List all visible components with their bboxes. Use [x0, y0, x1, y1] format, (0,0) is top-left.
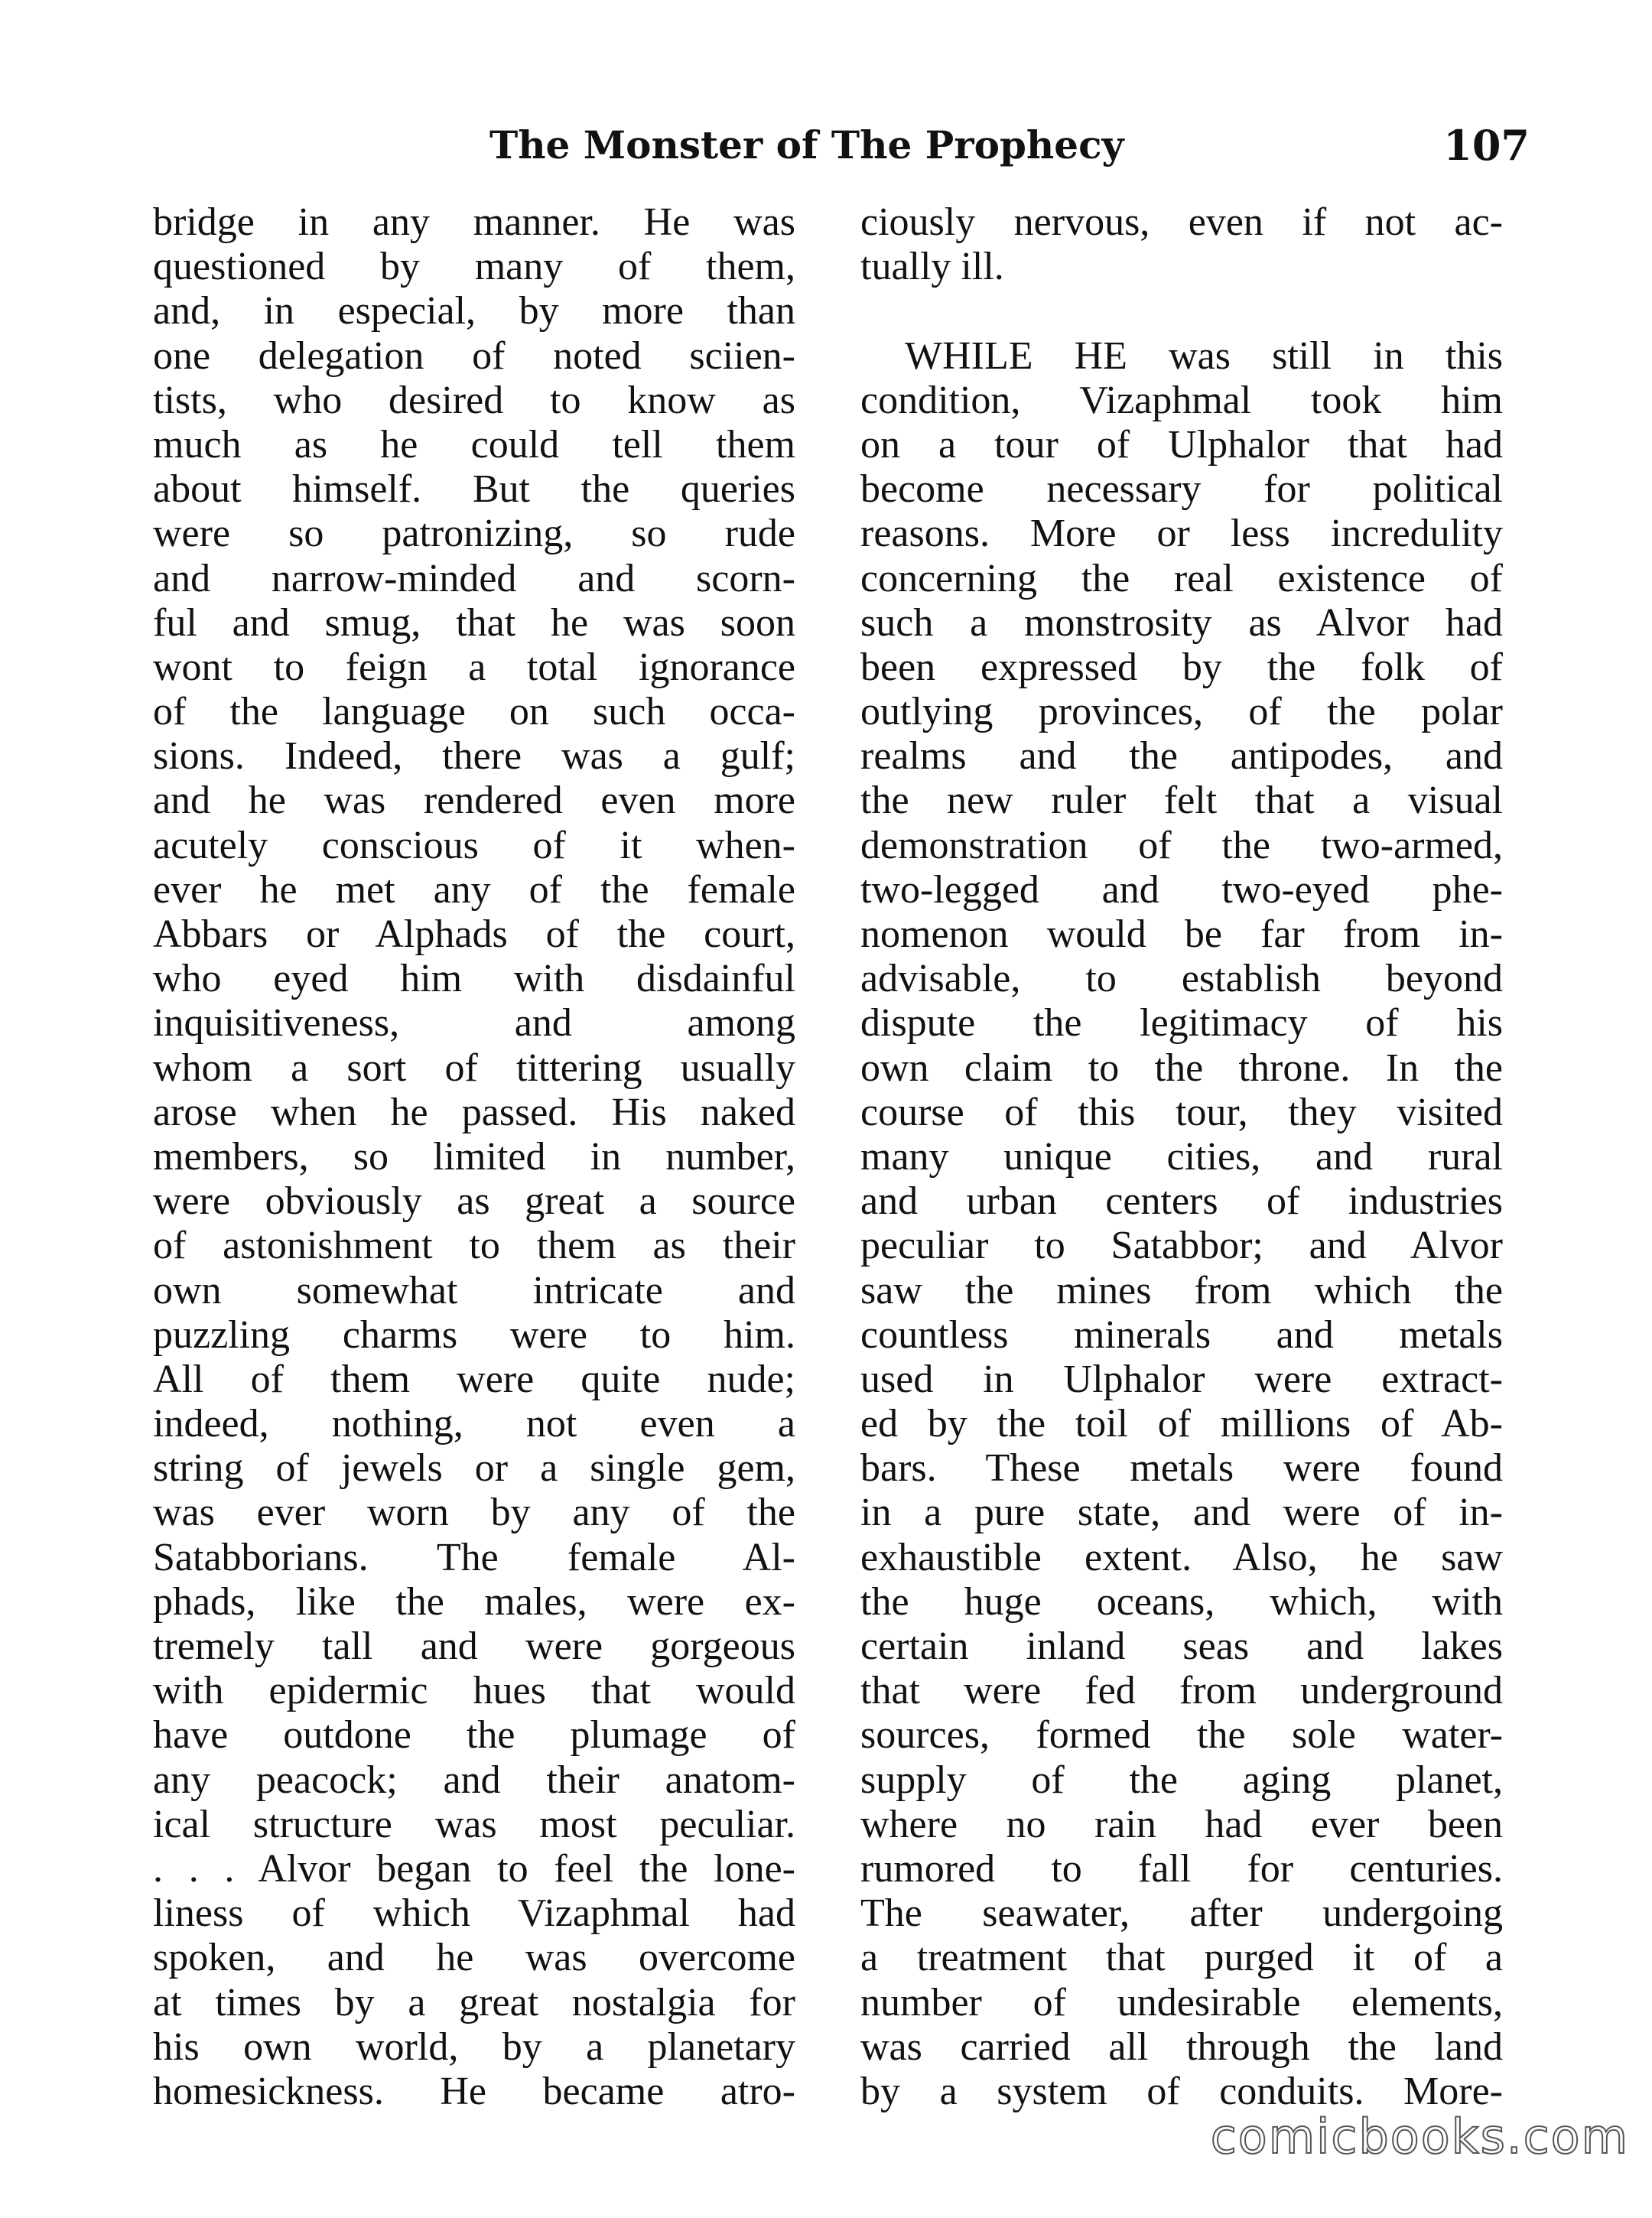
text-line: was carried all through the land	[860, 2024, 1503, 2069]
text-line: rumored to fall for centuries.	[860, 1846, 1503, 1891]
text-line: acutely conscious of it when-	[153, 823, 795, 867]
text-line: demonstration of the two-armed,	[860, 823, 1503, 867]
text-line: sions. Indeed, there was a gulf;	[153, 734, 795, 779]
text-line: ciously nervous, even if not ac-	[860, 200, 1503, 244]
text-line: were obviously as great a source	[153, 1179, 795, 1224]
text-line: countless minerals and metals	[860, 1312, 1503, 1357]
text-line: such a monstrosity as Alvor had	[860, 600, 1503, 645]
text-line: string of jewels or a single gem,	[153, 1446, 795, 1491]
text-line: The seawater, after undergoing	[860, 1891, 1503, 1936]
text-line: inquisitiveness, and among	[153, 1001, 795, 1046]
text-line: in a pure state, and were of in-	[860, 1491, 1503, 1535]
text-line: much as he could tell them	[153, 422, 795, 467]
text-line: homesickness. He became atro-	[153, 2069, 795, 2113]
text-line: concerning the real existence of	[860, 556, 1503, 600]
paragraph	[860, 334, 1503, 2115]
text-line: saw the mines from which the	[860, 1268, 1503, 1312]
text-line: and, in especial, by more than	[153, 289, 795, 333]
text-line: at times by a great nostalgia for	[153, 1980, 795, 2024]
text-line: exhaustible extent. Also, he saw	[860, 1535, 1503, 1579]
paragraph-gap	[860, 289, 1503, 333]
text-line: any peacock; and their anatom-	[153, 1758, 795, 1802]
text-line: bars. These metals were found	[860, 1446, 1503, 1491]
text-line: on a tour of Ulphalor that had	[860, 422, 1503, 467]
text-line: certain inland seas and lakes	[860, 1624, 1503, 1668]
left-text-column	[153, 200, 795, 2114]
running-header	[489, 115, 1530, 176]
text-line: with epidermic hues that would	[153, 1669, 795, 1713]
text-line: own claim to the throne. In the	[860, 1046, 1503, 1090]
text-line: phads, like the males, were ex-	[153, 1579, 795, 1624]
text-line: ed by the toil of millions of Ab-	[860, 1402, 1503, 1446]
text-line: WHILE HE was still in this	[905, 333, 1503, 378]
text-line: own somewhat intricate and	[153, 1268, 795, 1312]
text-line: a treatment that purged it of a	[860, 1936, 1503, 1980]
text-line: bridge in any manner. He was	[153, 200, 795, 244]
text-line: Abbars or Alphads of the court,	[153, 912, 795, 956]
text-line: nomenon would be far from in-	[860, 912, 1503, 956]
text-line: and urban centers of industries	[860, 1179, 1503, 1224]
text-line: about himself. But the queries	[153, 467, 795, 512]
text-line: reasons. More or less incredulity	[860, 512, 1503, 556]
text-line: condition, Vizaphmal took him	[860, 378, 1503, 422]
text-line: been expressed by the folk of	[860, 645, 1503, 689]
text-line: his own world, by a planetary	[153, 2024, 795, 2069]
text-line: wont to feign a total ignorance	[153, 645, 795, 689]
text-line: that were fed from underground	[860, 1669, 1503, 1713]
text-line: questioned by many of them,	[153, 245, 795, 289]
text-line: of astonishment to them as their	[153, 1224, 795, 1268]
text-line: spoken, and he was overcome	[153, 1936, 795, 1980]
text-line: two-legged and two-eyed phe-	[860, 867, 1503, 912]
text-line: All of them were quite nude;	[153, 1357, 795, 1401]
text-line: and he was rendered even more	[153, 779, 795, 823]
text-line: and narrow-minded and scorn-	[153, 556, 795, 600]
running-title: The Monster of The Prophecy	[489, 122, 1124, 167]
text-line: the new ruler felt that a visual	[860, 779, 1503, 823]
text-line: many unique cities, and rural	[860, 1134, 1503, 1179]
text-line: outlying provinces, of the polar	[860, 690, 1503, 734]
text-line: course of this tour, they visited	[860, 1090, 1503, 1134]
text-line: liness of which Vizaphmal had	[153, 1891, 795, 1936]
text-line: sources, formed the sole water-	[860, 1713, 1503, 1758]
text-line: realms and the antipodes, and	[860, 734, 1503, 779]
text-line: by a system of conduits. More-	[860, 2069, 1503, 2113]
text-line: who eyed him with disdainful	[153, 957, 795, 1001]
text-line: puzzling charms were to him.	[153, 1312, 795, 1357]
text-line: have outdone the plumage of	[153, 1713, 795, 1758]
text-line: one delegation of noted sciien-	[153, 333, 795, 378]
text-line: where no rain had ever been	[860, 1802, 1503, 1846]
text-line: tremely tall and were gorgeous	[153, 1624, 795, 1668]
text-line: number of undesirable elements,	[860, 1980, 1503, 2024]
text-line: was ever worn by any of the	[153, 1491, 795, 1535]
text-line: indeed, nothing, not even a	[153, 1402, 795, 1446]
paragraph	[860, 200, 1503, 289]
page-number: 107	[1443, 121, 1530, 170]
text-line: advisable, to establish beyond	[860, 957, 1503, 1001]
text-line: arose when he passed. His naked	[153, 1090, 795, 1134]
text-line: members, so limited in number,	[153, 1134, 795, 1179]
text-line: ful and smug, that he was soon	[153, 600, 795, 645]
text-line: supply of the aging planet,	[860, 1758, 1503, 1802]
watermark: comicbooks.com	[1210, 2109, 1629, 2164]
text-line: become necessary for political	[860, 467, 1503, 512]
text-line: peculiar to Satabbor; and Alvor	[860, 1224, 1503, 1268]
text-line: tists, who desired to know as	[153, 378, 795, 422]
text-line: used in Ulphalor were extract-	[860, 1357, 1503, 1401]
text-line: tually ill.	[860, 245, 1004, 289]
text-line: ever he met any of the female	[153, 867, 795, 912]
text-line: of the language on such occa-	[153, 690, 795, 734]
right-text-column	[860, 200, 1503, 2114]
text-line: were so patronizing, so rude	[153, 512, 795, 556]
text-line: Satabborians. The female Al-	[153, 1535, 795, 1579]
text-line: ical structure was most peculiar.	[153, 1802, 795, 1846]
text-line: whom a sort of tittering usually	[153, 1046, 795, 1090]
text-line: dispute the legitimacy of his	[860, 1001, 1503, 1046]
text-line: . . . Alvor began to feel the lone-	[153, 1846, 795, 1891]
text-line: the huge oceans, which, with	[860, 1579, 1503, 1624]
